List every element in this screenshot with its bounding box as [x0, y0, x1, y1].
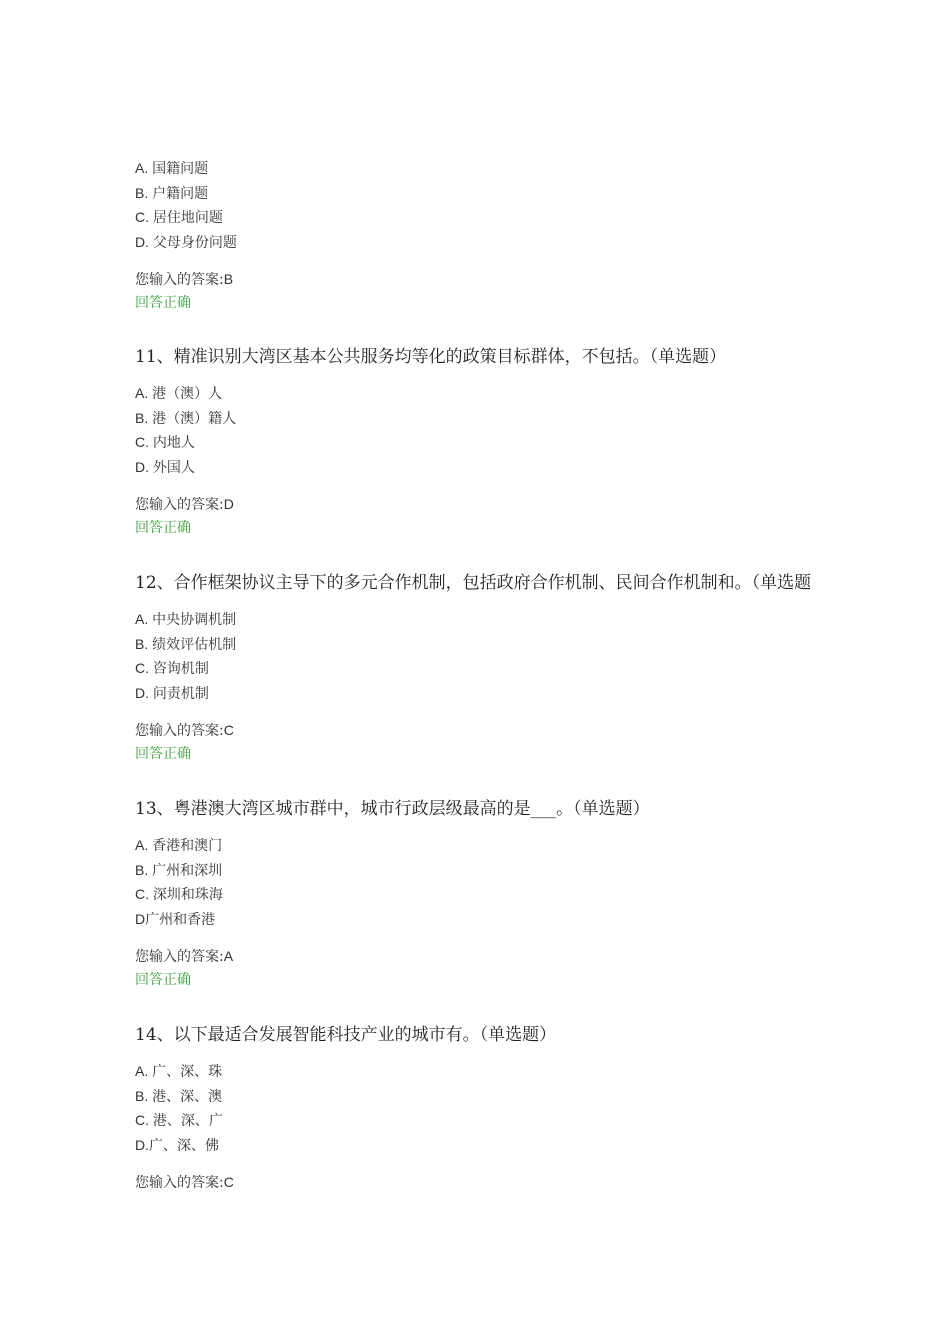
answer-result: 回答正确 — [135, 746, 191, 762]
option-d: D.广、深、佛 — [135, 1136, 219, 1154]
answer-result: 回答正确 — [135, 972, 191, 988]
option-d: D. 父母身份问题 — [135, 233, 237, 251]
question-title: 14、以下最适合发展智能科技产业的城市有。（单选题） — [135, 1025, 557, 1045]
options-list — [135, 381, 915, 479]
option-b: B. 港（澳）籍人 — [135, 409, 237, 427]
options-list — [135, 607, 915, 705]
options-list — [135, 156, 915, 254]
user-answer: 您输入的答案:D — [135, 496, 234, 513]
option-c: C. 港、深、广 — [135, 1112, 223, 1129]
user-answer: 您输入的答案:B — [135, 271, 234, 288]
option-b: B. 港、深、澳 — [135, 1087, 223, 1105]
options-list — [135, 1059, 915, 1157]
user-answer: 您输入的答案:C — [135, 722, 234, 739]
option-b: B. 户籍问题 — [135, 184, 209, 202]
question-block-13 — [135, 797, 915, 992]
question-title: 12、合作框架协议主导下的多元合作机制，包括政府合作机制、民间合作机制和。（单选题 — [135, 573, 812, 593]
option-d: D广州和香港 — [135, 910, 216, 928]
option-c: C. 深圳和珠海 — [135, 886, 223, 903]
options-list — [135, 833, 915, 931]
option-b: B. 广州和深圳 — [135, 861, 223, 879]
option-c: C. 居住地问题 — [135, 209, 223, 226]
option-a: A. 香港和澳门 — [135, 837, 223, 854]
question-title: 11、精准识别大湾区基本公共服务均等化的政策目标群体，不包括。（单选题） — [135, 347, 727, 367]
option-a: A. 中央协调机制 — [135, 611, 237, 628]
question-block-12 — [135, 571, 915, 766]
option-d: D. 外国人 — [135, 458, 195, 476]
option-d: D. 问责机制 — [135, 684, 209, 702]
option-a: A. 港（澳）人 — [135, 385, 223, 402]
question-block-14 — [135, 1023, 915, 1194]
option-c: C. 内地人 — [135, 434, 195, 451]
option-b: B. 绩效评估机制 — [135, 635, 237, 653]
option-a: A. 广、深、珠 — [135, 1063, 223, 1080]
question-title: 13、粤港澳大湾区城市群中，城市行政层级最高的是___。（单选题） — [135, 799, 650, 819]
answer-result: 回答正确 — [135, 295, 191, 311]
option-c: C. 咨询机制 — [135, 660, 209, 677]
option-a: A. 国籍问题 — [135, 160, 209, 177]
question-block-11 — [135, 345, 915, 540]
question-block-10 — [135, 156, 915, 315]
answer-result: 回答正确 — [135, 520, 191, 536]
user-answer: 您输入的答案:A — [135, 948, 234, 965]
user-answer: 您输入的答案:C — [135, 1174, 234, 1191]
